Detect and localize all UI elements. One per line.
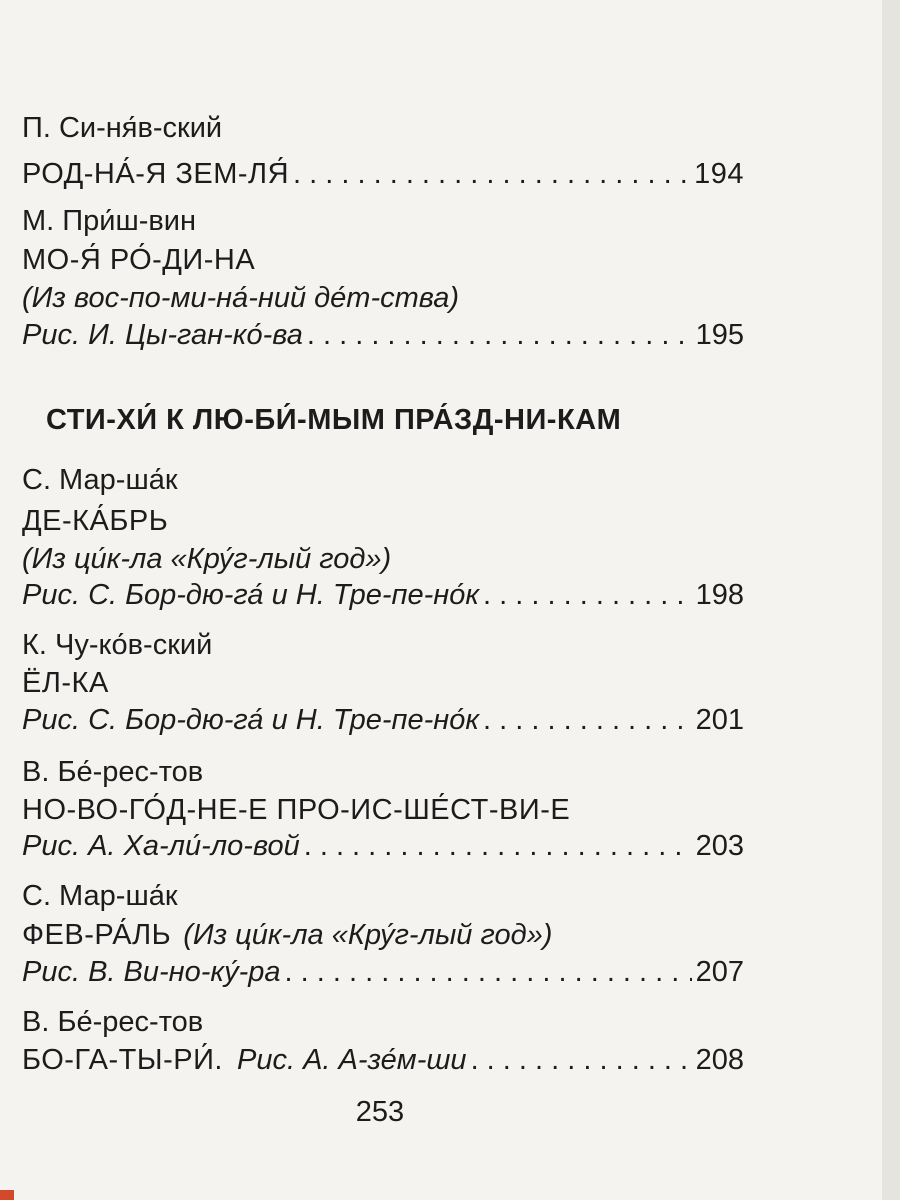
leader-dots [471, 1042, 692, 1078]
toc-entry [22, 156, 744, 192]
work-title: ФЕВ-РА́ЛЬ [22, 919, 172, 951]
page-edge [882, 0, 900, 1200]
illustrator: Рис. А. Ха-ли́-ло-вой [22, 830, 300, 862]
illustrator: Рис. В. Ви-но-ку́-ра [22, 956, 281, 988]
work-title: ДЕ-КА́БРЬ [22, 505, 169, 537]
toc-author [22, 203, 744, 239]
page-ref: 198 [695, 579, 744, 611]
work-note: (Из ци́к-ла «Кру́г-лый год») [22, 543, 392, 575]
work-title: МО-Я́ РО́-ДИ-НА [22, 244, 256, 276]
work-title: НО-ВО-ГО́Д-НЕ-Е ПРО-ИС-ШЕ́СТ-ВИ-Е [22, 794, 571, 826]
author-name: М. При́ш-вин [22, 205, 196, 237]
toc-author [22, 462, 744, 498]
leader-dots [304, 828, 692, 864]
page-ref: 203 [695, 830, 744, 862]
toc-title-line [22, 242, 744, 278]
toc-entry [22, 954, 744, 990]
toc-title-line [22, 503, 744, 539]
toc-title-line [22, 792, 744, 828]
work-title: РОД-НА́-Я ЗЕМ-ЛЯ́ [22, 158, 290, 190]
toc-note [22, 541, 744, 577]
toc-title-line [22, 917, 744, 953]
cover-corner [0, 1190, 14, 1200]
author-name: К. Чу-ко́в-ский [22, 629, 213, 661]
illustrator: Рис. С. Бор-дю-га́ и Н. Тре-пе-но́к [22, 704, 480, 736]
page-number: 253 [355, 1096, 405, 1128]
leader-dots [483, 702, 692, 738]
page-ref: 195 [695, 319, 744, 351]
toc-author [22, 754, 744, 790]
page-ref: 194 [694, 158, 744, 190]
leader-dots [285, 954, 692, 990]
leader-dots [483, 577, 692, 613]
page-ref: 201 [695, 704, 744, 736]
work-title: ЁЛ-КА [22, 667, 109, 699]
illustrator: Рис. С. Бор-дю-га́ и Н. Тре-пе-но́к [22, 579, 480, 611]
toc-author [22, 878, 744, 914]
toc-note [22, 280, 744, 316]
author-name: П. Си-ня́в-ский [22, 112, 223, 144]
toc-author [22, 627, 744, 663]
toc-page [22, 0, 762, 1200]
illustrator: Рис. А. А-зе́м-ши [236, 1044, 467, 1076]
work-note: (Из вос-по-ми-на́-ний де́т-ства) [22, 282, 460, 314]
work-note: (Из ци́к-ла «Кру́г-лый год») [183, 919, 553, 951]
author-name: С. Мар-ша́к [22, 464, 178, 496]
leader-dots [293, 156, 690, 192]
toc-author [22, 1004, 744, 1040]
leader-dots [307, 317, 692, 353]
author-name: В. Бе́-рес-тов [22, 1006, 204, 1038]
work-title: БО-ГА-ТЫ-РИ́. [22, 1044, 223, 1076]
toc-entry [22, 577, 744, 613]
page-ref: 207 [695, 956, 744, 988]
author-name: С. Мар-ша́к [22, 880, 178, 912]
toc-author [22, 110, 744, 146]
page-ref: 208 [695, 1044, 744, 1076]
toc-entry [22, 317, 744, 353]
section-heading: СТИ-ХИ́ К ЛЮ-БИ́-МЫМ ПРА́ЗД-НИ-КАМ [46, 404, 622, 436]
toc-entry [22, 702, 744, 738]
toc-entry [22, 1042, 744, 1078]
toc-title-line [22, 665, 744, 701]
author-name: В. Бе́-рес-тов [22, 756, 204, 788]
toc-entry [22, 828, 744, 864]
illustrator: Рис. И. Цы-ган-ко́-ва [22, 319, 303, 351]
